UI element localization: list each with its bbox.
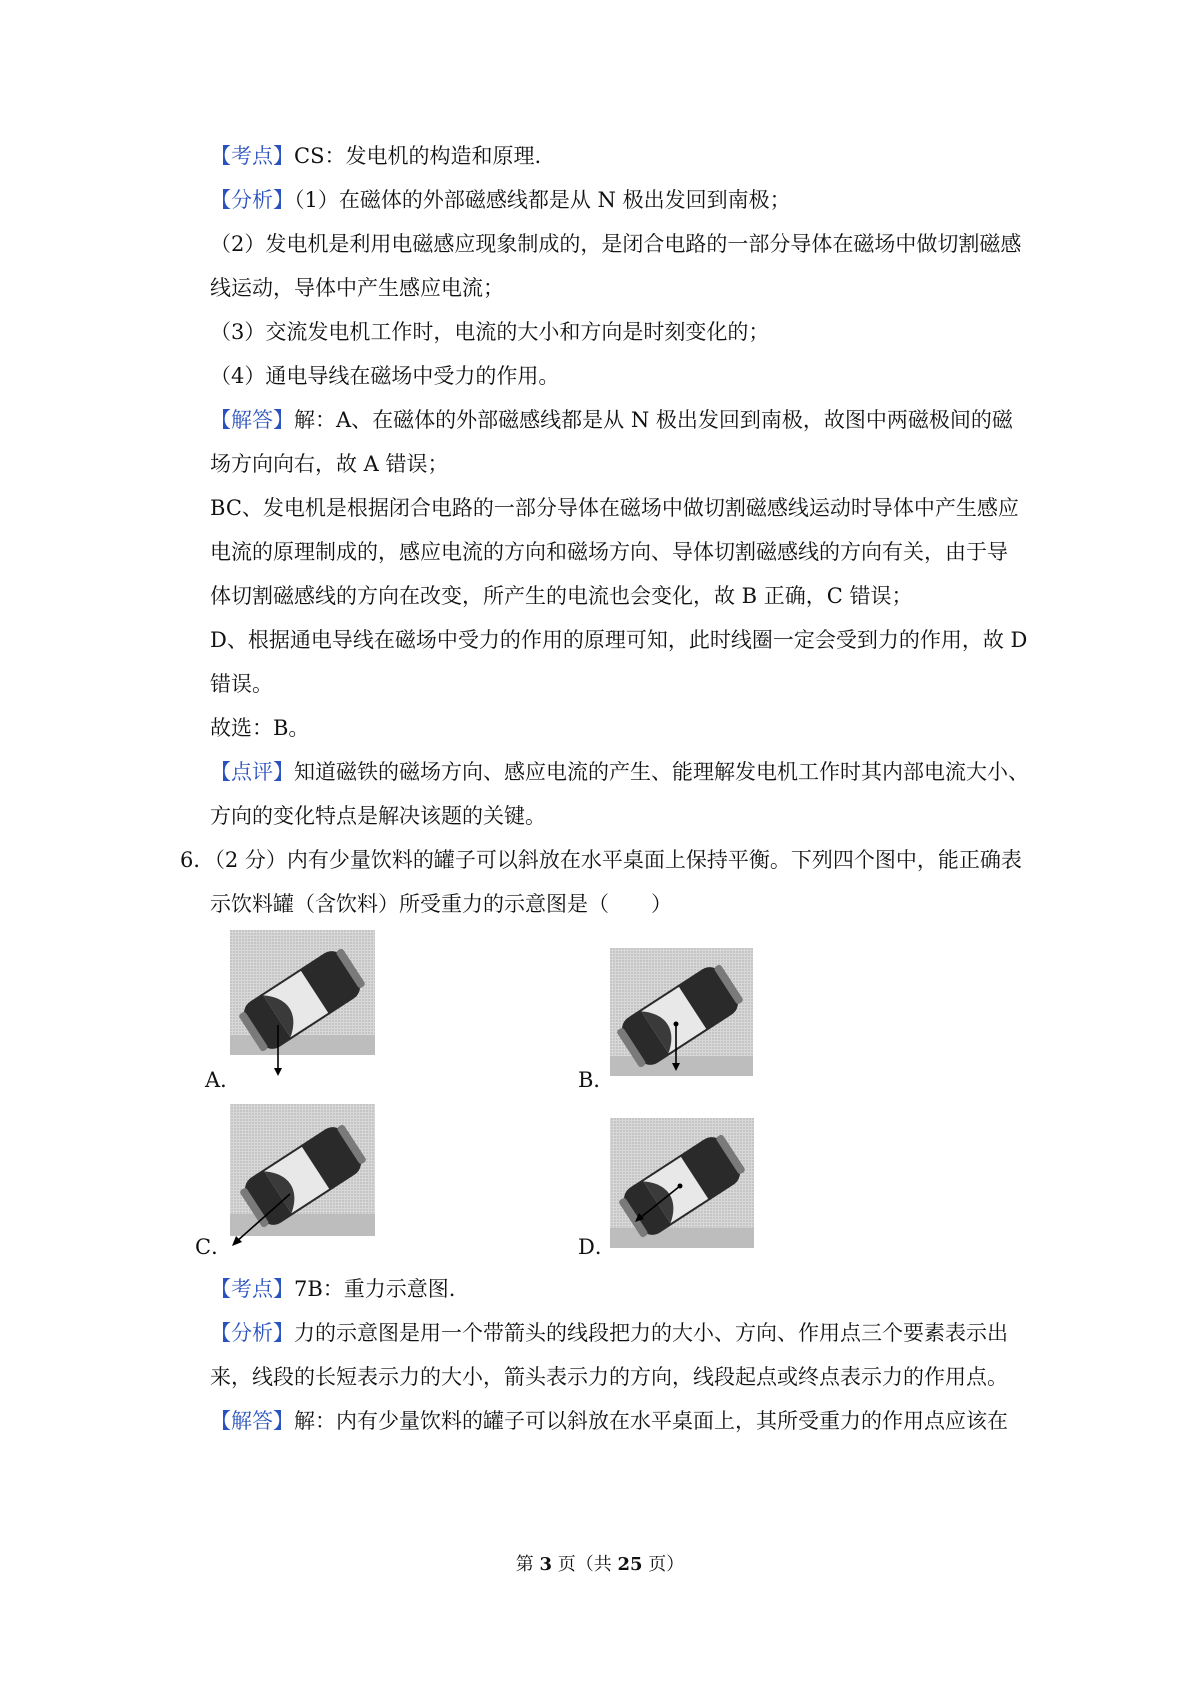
jieda2-tag: 【解答】 [210, 1409, 294, 1433]
option-b-figure[interactable] [610, 948, 755, 1088]
fenxi2-text: 力的示意图是用一个带箭头的线段把力的大小、方向、作用点三个要素表示出 [294, 1321, 1008, 1345]
question-6-line-2: 示饮料罐（含饮料）所受重力的示意图是（ ） [210, 892, 672, 916]
jieda-line-4: 电流的原理制成的，感应电流的方向和磁场方向、导体切割磁感线的方向有关，由于导 [210, 540, 1008, 564]
option-c-figure[interactable] [228, 1104, 378, 1254]
question-6-line-1 [180, 845, 1022, 875]
jieda2-line-1 [210, 1406, 1008, 1436]
kaodian-text: CS：发电机的构造和原理. [294, 144, 542, 168]
footer-prefix: 第 [515, 1554, 540, 1575]
table-surface [230, 1214, 375, 1236]
page-footer [0, 1553, 1200, 1577]
jieda-line-6: D、根据通电导线在磁场中受力的作用的原理可知，此时线圈一定会受到力的作用，故 D [210, 628, 1028, 652]
fenxi-text: （1）在磁体的外部磁感线都是从 N 极出发回到南极； [294, 188, 791, 212]
option-d-figure[interactable] [608, 1118, 756, 1253]
kaodian2-line [210, 1274, 455, 1304]
table-surface [610, 1228, 754, 1248]
fenxi-line-5: （4）通电导线在磁场中受力的作用。 [210, 364, 560, 388]
option-a-label[interactable]: A． [205, 1068, 242, 1092]
jieda-line-2: 场方向向右，故 A 错误； [210, 452, 449, 476]
question-text: （2 分）内有少量饮料的罐子可以斜放在水平桌面上保持平衡。下列四个图中，能正确表 [214, 848, 1022, 872]
jieda-text: 解：A、在磁体的外部磁感线都是从 N 极出发回到南极，故图中两磁极间的磁 [294, 408, 1013, 432]
dianping-line-2: 方向的变化特点是解决该题的关键。 [210, 804, 546, 828]
question-number: 6． [180, 848, 215, 872]
fenxi2-line-2: 来，线段的长短表示力的大小，箭头表示力的方向，线段起点或终点表示力的作用点。 [210, 1365, 1008, 1389]
fenxi-line-3: 线运动，导体中产生感应电流； [210, 276, 504, 300]
jieda-tag: 【解答】 [210, 408, 294, 432]
kaodian2-text: 7B：重力示意图. [294, 1277, 456, 1301]
jieda-line-8: 故选：B。 [210, 716, 310, 740]
dianping-tag: 【点评】 [210, 760, 294, 784]
jieda-line-3: BC、发电机是根据闭合电路的一部分导体在磁场中做切割磁感线运动时导体中产生感应 [210, 496, 1019, 520]
fenxi2-line-1 [210, 1318, 1008, 1348]
kaodian-tag: 【考点】 [210, 144, 294, 168]
dianping-line-1 [210, 757, 1029, 787]
fenxi2-tag: 【分析】 [210, 1321, 294, 1345]
fenxi-line-1 [210, 185, 791, 215]
option-b-label[interactable]: B． [578, 1068, 615, 1092]
arrow-head [274, 1068, 282, 1076]
option-c-label[interactable]: C． [195, 1235, 233, 1259]
fenxi-line-4: （3）交流发电机工作时，电流的大小和方向是时刻变化的； [210, 320, 770, 344]
option-a-figure[interactable] [230, 930, 380, 1080]
jieda-line-1 [210, 405, 1013, 435]
footer-suffix: 页） [642, 1554, 685, 1575]
kaodian-line [210, 141, 541, 171]
page-number: 3 [539, 1554, 552, 1575]
fenxi-line-2: （2）发电机是利用电磁感应现象制成的，是闭合电路的一部分导体在磁场中做切割磁感 [210, 232, 1022, 256]
kaodian2-tag: 【考点】 [210, 1277, 294, 1301]
jieda2-text: 解：内有少量饮料的罐子可以斜放在水平桌面上，其所受重力的作用点应该在 [294, 1409, 1008, 1433]
table-surface [230, 1035, 375, 1055]
table-surface [610, 1056, 753, 1076]
jieda-line-5: 体切割磁感线的方向在改变，所产生的电流也会变化，故 B 正确，C 错误； [210, 584, 913, 608]
fenxi-tag: 【分析】 [210, 188, 294, 212]
option-d-label[interactable]: D． [578, 1235, 616, 1259]
total-pages: 25 [617, 1554, 643, 1575]
footer-middle: 页（共 [552, 1554, 618, 1575]
jieda-line-7: 错误。 [210, 672, 273, 696]
dianping-text: 知道磁铁的磁场方向、感应电流的产生、能理解发电机工作时其内部电流大小、 [294, 760, 1029, 784]
